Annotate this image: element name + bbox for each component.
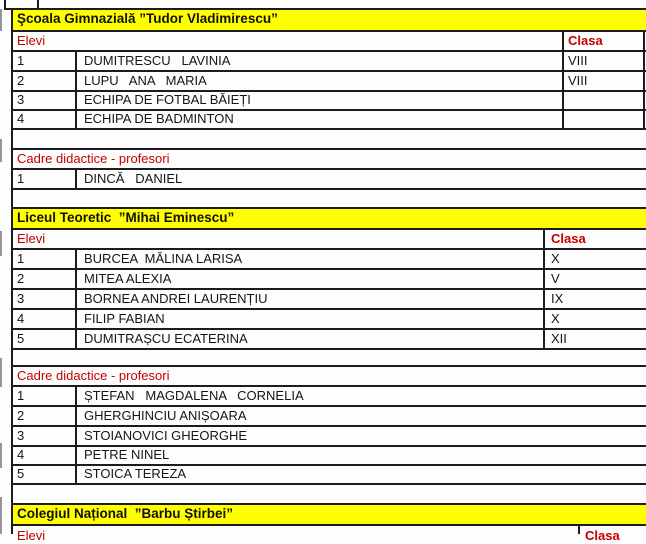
row-number: 3 bbox=[17, 290, 25, 306]
row-number: 5 bbox=[17, 466, 25, 481]
students-label: Elevi bbox=[17, 527, 46, 543]
crop-remnant-line bbox=[0, 358, 2, 387]
student-name: BORNEA ANDREI LAURENȚIU bbox=[84, 290, 268, 306]
teacher-name: DINCĂ DANIEL bbox=[84, 170, 183, 186]
row-number: 3 bbox=[17, 427, 25, 443]
crop-remnant-line bbox=[0, 443, 2, 468]
student-class: XII bbox=[551, 330, 567, 346]
student-class: IX bbox=[551, 290, 564, 306]
grid-vline bbox=[4, 0, 6, 10]
grid-vline bbox=[75, 248, 77, 350]
crop-remnant-line bbox=[0, 139, 2, 162]
class-label: Clasa bbox=[568, 32, 603, 48]
grid-vline bbox=[543, 228, 545, 350]
class-label: Clasa bbox=[551, 230, 586, 246]
row-number: 4 bbox=[17, 111, 25, 126]
row-number: 2 bbox=[17, 407, 25, 423]
row-number: 1 bbox=[17, 387, 25, 403]
teacher-name: GHERGHINCIU ANIȘOARA bbox=[84, 407, 247, 423]
row-number: 3 bbox=[17, 92, 25, 107]
school-title: Liceul Teoretic ”Mihai Eminescu” bbox=[17, 209, 235, 225]
grid-hline bbox=[11, 524, 646, 526]
student-name: DUMITRESCU LAVINIA bbox=[84, 52, 231, 68]
row-number: 4 bbox=[17, 310, 25, 326]
student-name: DUMITRAȘCU ECATERINA bbox=[84, 330, 248, 346]
grid-hline bbox=[11, 188, 646, 190]
student-name: ECHIPA DE BADMINTON bbox=[84, 111, 234, 126]
grid-vline bbox=[643, 30, 645, 130]
row-number: 4 bbox=[17, 447, 25, 462]
student-name: FILIP FABIAN bbox=[84, 310, 165, 326]
grid-hline bbox=[11, 348, 646, 350]
student-class: X bbox=[551, 310, 560, 326]
grid-vline bbox=[562, 30, 564, 130]
grid-vline bbox=[75, 385, 77, 485]
school-title: Şcoala Gimnazială ”Tudor Vladimirescu” bbox=[17, 11, 278, 27]
teachers-label: Cadre didactice - profesori bbox=[17, 367, 170, 383]
grid-hline bbox=[11, 483, 646, 485]
teachers-label: Cadre didactice - profesori bbox=[17, 150, 170, 166]
student-name: ECHIPA DE FOTBAL BĂIEȚI bbox=[84, 92, 251, 107]
student-class: VIII bbox=[568, 52, 588, 68]
student-class: VIII bbox=[568, 72, 588, 88]
grid-vline bbox=[75, 168, 77, 190]
teacher-name: ȘTEFAN MAGDALENA CORNELIA bbox=[84, 387, 304, 403]
crop-remnant-line bbox=[0, 497, 2, 534]
teacher-name: STOIANOVICI GHEORGHE bbox=[84, 427, 248, 443]
row-number: 1 bbox=[17, 250, 25, 266]
row-number: 2 bbox=[17, 72, 25, 88]
row-number: 2 bbox=[17, 270, 25, 286]
row-number: 1 bbox=[17, 52, 25, 68]
teacher-name: PETRE NINEL bbox=[84, 447, 170, 462]
student-class: V bbox=[551, 270, 560, 286]
student-name: LUPU ANA MARIA bbox=[84, 72, 207, 88]
teacher-name: STOICA TEREZA bbox=[84, 466, 187, 481]
students-label: Elevi bbox=[17, 32, 46, 48]
grid-vline bbox=[11, 8, 13, 534]
class-label: Clasa bbox=[585, 527, 620, 543]
grid-hline bbox=[11, 30, 646, 32]
row-number: 5 bbox=[17, 330, 25, 346]
grid-vline bbox=[75, 50, 77, 130]
students-label: Elevi bbox=[17, 230, 46, 246]
crop-remnant-line bbox=[0, 231, 2, 256]
student-name: BURCEA MĂLINA LARISA bbox=[84, 250, 243, 266]
crop-remnant-line bbox=[0, 9, 2, 31]
grid-hline bbox=[11, 128, 646, 130]
school-title: Colegiul Național ”Barbu Știrbei” bbox=[17, 505, 234, 521]
row-number: 1 bbox=[17, 170, 25, 186]
student-name: MITEA ALEXIA bbox=[84, 270, 172, 286]
student-class: X bbox=[551, 250, 560, 266]
grid-vline bbox=[578, 524, 580, 534]
